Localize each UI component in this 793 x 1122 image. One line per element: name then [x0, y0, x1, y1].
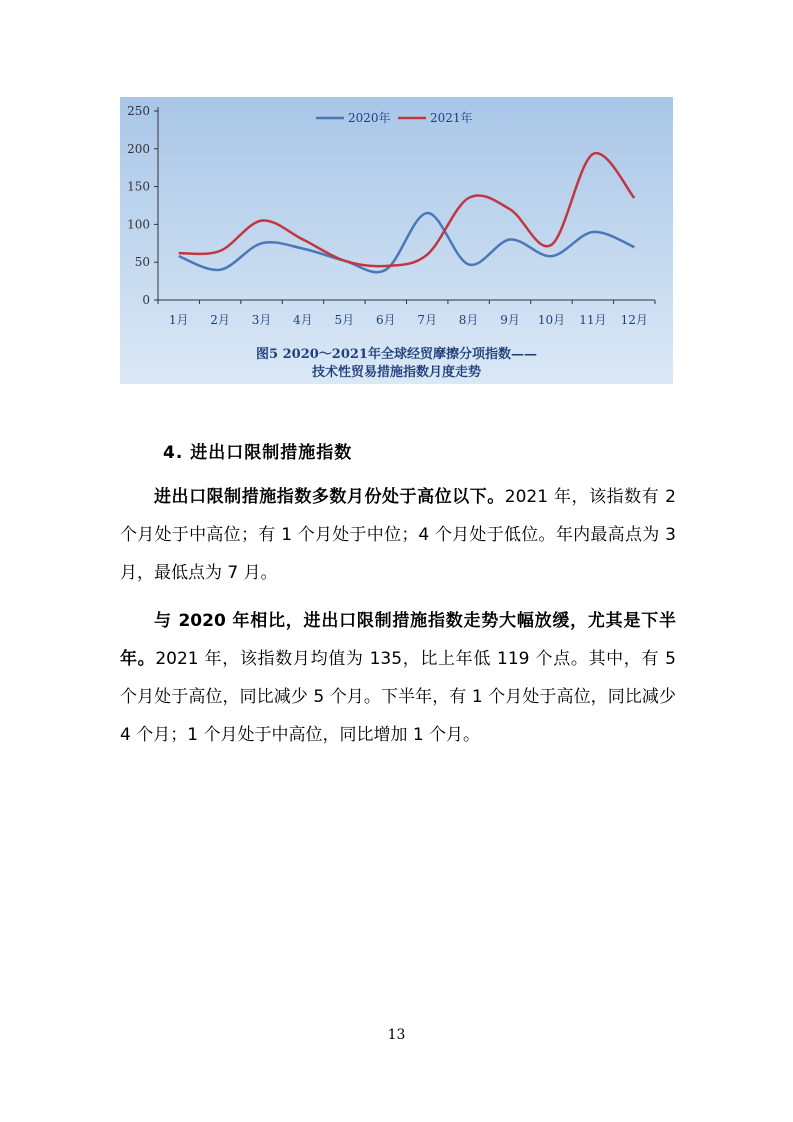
y-tick-label: 50 [134, 255, 150, 270]
x-tick-label: 1月 [168, 313, 189, 327]
y-tick-label: 100 [127, 217, 150, 232]
page-number: 13 [387, 1027, 406, 1043]
legend-label: 2021年 [430, 111, 473, 125]
x-tick-label: 6月 [375, 313, 396, 327]
figure-caption-line2: 技术性贸易措施指数月度走势 [311, 365, 481, 380]
section-heading: 4. 进出口限制措施指数 [163, 443, 353, 463]
x-tick-label: 5月 [334, 313, 355, 327]
y-tick-label: 150 [127, 179, 150, 194]
x-tick-label: 8月 [458, 313, 479, 327]
paragraph-1 [120, 478, 676, 592]
paragraph-1-body: 2021 年，该指数有 2 个月处于中高位；有 1 个月处于中位；4 个月处于低位。年内最高点为 3 月，最低点为 7 月。 [120, 487, 677, 583]
chart-figure [120, 97, 673, 384]
figure-caption-line1: 图5 2020～2021年全球经贸摩擦分项指数—— [256, 347, 537, 362]
y-tick-label: 250 [127, 104, 150, 118]
paragraph-2-body: 2021 年，该指数月均值为 135，比上年低 119 个点。其中，有 5 个月处于高位，同比减少 5 个月。下半年，有 1 个月处于高位，同比减少 4 个月；1 个月处于中高位，同比增加 1 个月。 [120, 649, 676, 745]
x-tick-label: 9月 [500, 313, 520, 327]
paragraph-2 [120, 602, 676, 754]
x-tick-label: 10月 [537, 313, 566, 327]
paragraph-2-lead: 与 2020 年相比，进出口限制措施指数走势大幅放缓，尤其是下半年。 [120, 611, 676, 669]
y-tick-label: 0 [142, 293, 150, 307]
y-tick-label: 200 [127, 141, 150, 156]
paragraph-1-lead: 进出口限制措施指数多数月份处于高位以下。 [154, 487, 505, 507]
x-tick-label: 12月 [620, 313, 648, 327]
legend-label: 2020年 [348, 111, 391, 125]
x-tick-label: 7月 [417, 313, 438, 327]
x-tick-label: 2月 [210, 313, 230, 327]
x-tick-label: 4月 [293, 313, 313, 327]
x-tick-label: 11月 [579, 313, 607, 327]
x-tick-label: 3月 [251, 313, 272, 327]
line-chart [120, 97, 673, 337]
